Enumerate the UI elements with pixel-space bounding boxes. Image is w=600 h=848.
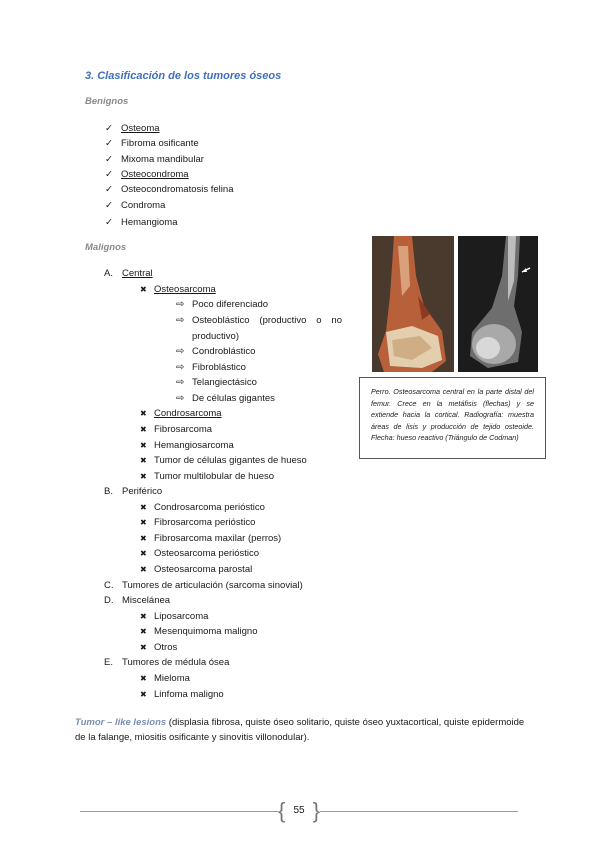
cross-icon: ✖ xyxy=(140,690,147,699)
list-item: ✖ Osteosarcoma parostal xyxy=(140,564,253,575)
list-item: E. Tumores de médula ósea xyxy=(104,657,230,668)
check-icon: ✓ xyxy=(105,184,113,195)
list-item: ✓ Osteocondroma xyxy=(105,169,189,180)
page-number-box xyxy=(278,800,320,822)
tumor-like-paragraph xyxy=(75,715,530,745)
list-item: ✖ Linfoma maligno xyxy=(140,689,224,700)
list-item: ✓ Osteocondromatosis felina xyxy=(105,184,234,195)
list-item: ✖ Otros xyxy=(140,642,178,653)
list-item: B. Periférico xyxy=(104,486,163,497)
arrow-icon: ⇨ xyxy=(176,377,185,388)
list-item: ✖ Fibrosarcoma perióstico xyxy=(140,517,256,528)
cross-icon: ✖ xyxy=(140,534,147,543)
cross-icon: ✖ xyxy=(140,456,147,465)
cross-icon: ✖ xyxy=(140,441,147,450)
list-item: ✓ Mixoma mandibular xyxy=(105,154,204,165)
femur-radiograph xyxy=(458,236,538,372)
cross-icon: ✖ xyxy=(140,518,147,527)
list-item: ✓ Osteoma xyxy=(105,123,160,134)
femur-specimen-photo xyxy=(372,236,454,372)
list-item: ⇨ De células gigantes xyxy=(176,393,275,404)
list-item: ⇨ Condroblástico xyxy=(176,346,256,357)
cross-icon: ✖ xyxy=(140,549,147,558)
list-item: A. Central xyxy=(104,268,153,279)
cross-icon: ✖ xyxy=(140,472,147,481)
list-item: ✖ Fibrosarcoma xyxy=(140,424,213,435)
right-bracket-icon: } xyxy=(312,798,320,823)
list-item: ⇨ Osteoblástico (productivo o no productivo) xyxy=(176,315,342,342)
cross-icon: ✖ xyxy=(140,612,147,621)
arrow-icon: ⇨ xyxy=(176,299,185,310)
tumor-like-text: (displasia fibrosa, quiste óseo solitario, quiste óseo yuxtacortical, quiste epidermoide de la falange, miositis osificante y sinovitis villonodular). xyxy=(75,717,525,743)
list-item: ✖ Osteosarcoma perióstico xyxy=(140,548,260,559)
list-item: ✖ Tumor multilobular de hueso xyxy=(140,471,275,482)
list-item: ✖ Mieloma xyxy=(140,673,190,684)
list-item: ✖ Hemangiosarcoma xyxy=(140,440,234,451)
figure-caption: Perro. Osteosarcoma central en la parte distal del femur. Crece en la metáfisis (flechas) y se extiende hacia la cortical. Radiografía: muestra áreas de lisis y producción de tejido osteoide. Flecha: hueso reactivo (Triángulo de Codman) xyxy=(359,377,546,459)
list-item: ✖ Condrosarcoma xyxy=(140,408,222,419)
list-item: ✓ Condroma xyxy=(105,200,166,211)
list-item: ✓ Fibroma osificante xyxy=(105,138,199,149)
cross-icon: ✖ xyxy=(140,643,147,652)
malignos-heading: Malignos xyxy=(85,242,127,253)
list-item: ✖ Liposarcoma xyxy=(140,611,209,622)
page-number: 55 xyxy=(293,805,305,816)
list-item: ⇨ Fibroblástico xyxy=(176,362,246,373)
benignos-heading: Benignos xyxy=(85,96,129,107)
check-icon: ✓ xyxy=(105,123,113,134)
cross-icon: ✖ xyxy=(140,409,147,418)
check-icon: ✓ xyxy=(105,217,113,228)
arrow-icon: ⇨ xyxy=(176,393,185,404)
check-icon: ✓ xyxy=(105,169,113,180)
list-item: D. Miscelánea xyxy=(104,595,171,606)
list-item: ⇨ Poco diferenciado xyxy=(176,299,269,310)
cross-icon: ✖ xyxy=(140,627,147,636)
list-item: ⇨ Telangiectásico xyxy=(176,377,257,388)
cross-icon: ✖ xyxy=(140,674,147,683)
cross-icon: ✖ xyxy=(140,285,147,294)
arrow-icon: ⇨ xyxy=(176,315,185,326)
list-item: C. Tumores de articulación (sarcoma sinovial) xyxy=(104,580,303,591)
list-item: ✖ Condrosarcoma perióstico xyxy=(140,502,265,513)
cross-icon: ✖ xyxy=(140,565,147,574)
list-item: ✖ Osteosarcoma xyxy=(140,284,216,295)
list-item: ✖ Fibrosarcoma maxilar (perros) xyxy=(140,533,282,544)
list-item: ✓ Hemangioma xyxy=(105,217,178,228)
check-icon: ✓ xyxy=(105,200,113,211)
tumor-like-label: Tumor – like lesions xyxy=(75,717,167,728)
list-item: ✖ Mesenquimoma maligno xyxy=(140,626,258,637)
arrow-icon: ⇨ xyxy=(176,362,185,373)
cross-icon: ✖ xyxy=(140,503,147,512)
left-bracket-icon: { xyxy=(278,798,286,823)
section-heading: 3. Clasificación de los tumores óseos xyxy=(85,70,282,82)
cross-icon: ✖ xyxy=(140,425,147,434)
footer-rule-right xyxy=(320,811,518,812)
list-item: ✖ Tumor de células gigantes de hueso xyxy=(140,455,307,466)
check-icon: ✓ xyxy=(105,138,113,149)
footer-rule-left xyxy=(80,811,278,812)
check-icon: ✓ xyxy=(105,154,113,165)
arrow-icon: ⇨ xyxy=(176,346,185,357)
